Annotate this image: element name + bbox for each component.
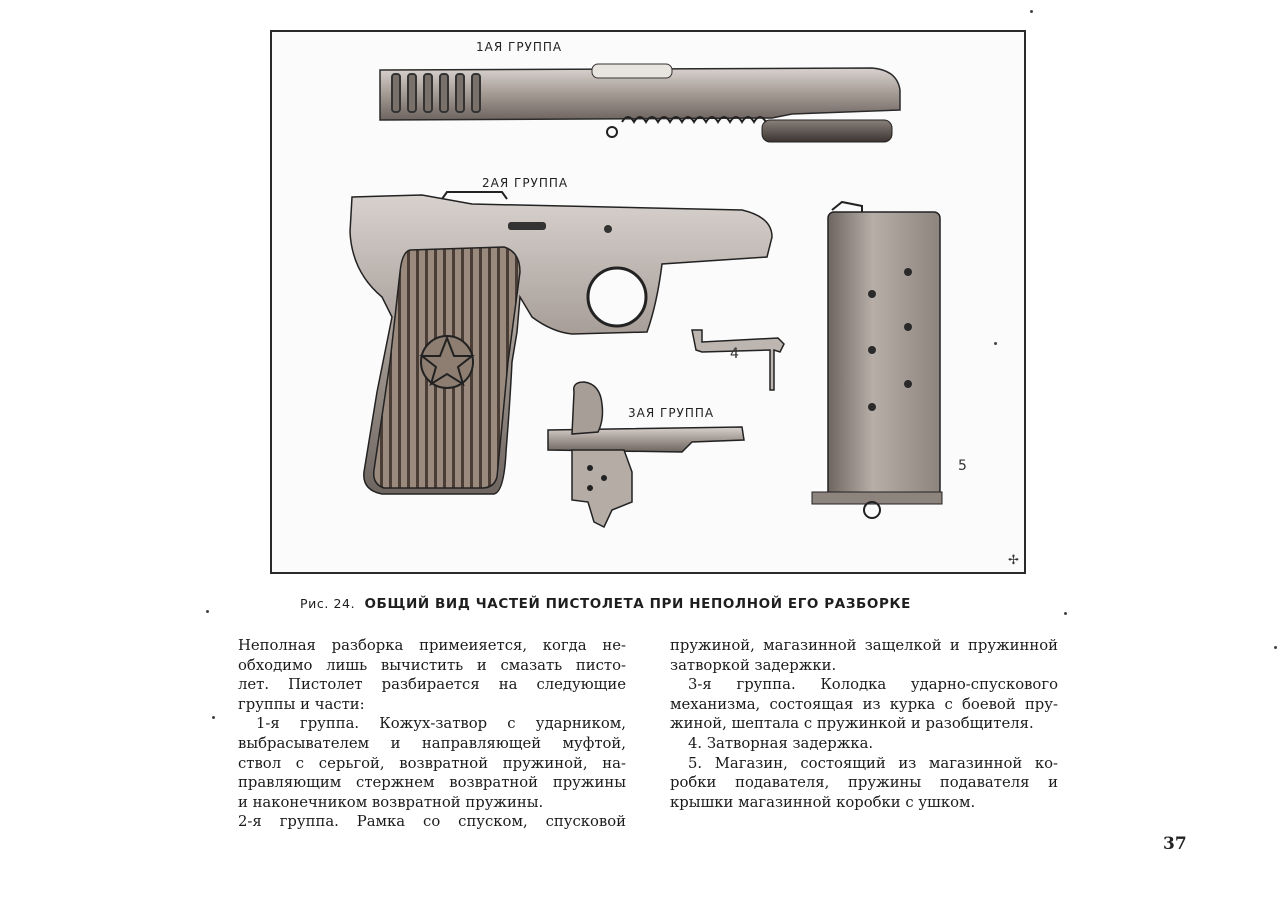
text-line: 4. Затворная задержка. [688, 734, 874, 752]
group-2-label: 2АЯ ГРУППА [482, 176, 569, 190]
scan-speck [212, 716, 215, 719]
text-line: 2-я группа. Рамка со спуском, спусковой [238, 813, 626, 831]
text-line: 3-я группа. Колодка ударно-спускового [688, 676, 1058, 694]
text-line: 5. Магазин, состоящий из магазинной ко- [688, 754, 1058, 772]
scan-speck [1064, 612, 1067, 615]
magazine-part-5 [812, 202, 942, 518]
text-line: обходимо лишь вычистить и смазать писто- [238, 656, 626, 674]
slide-group-1 [380, 64, 900, 142]
group-3-label: 3АЯ ГРУППА [628, 406, 715, 420]
text-column-right [670, 636, 1058, 812]
text-column-left [238, 636, 626, 832]
scan-speck [994, 342, 997, 345]
text-line: затворкой задержки. [670, 656, 837, 674]
pistol-parts-drawing [272, 32, 1024, 572]
text-line: и наконечником возвратной пружины. [238, 793, 544, 811]
scan-speck [206, 610, 209, 613]
figure-illustration [270, 30, 1026, 574]
text-line: Неполная разборка примеияется, когда не- [238, 637, 626, 654]
text-line: правляющим стержнем возвратной пружины [238, 774, 626, 792]
text-line: 1-я группа. Кожух-затвор с ударником, [256, 715, 626, 733]
part-5-number: 5 [958, 458, 967, 474]
hammer-group-3 [548, 382, 744, 527]
svg-text:✢: ✢ [1008, 553, 1019, 568]
page-number: 37 [1163, 834, 1187, 854]
text-line: ствол с серьгой, возвратной пружиной, на- [238, 754, 626, 772]
caption-prefix: Рис. 24. [300, 596, 356, 611]
text-line: лет. Пистолет разбирается на следующие [238, 676, 626, 694]
text-line: жиной, шептала с пружинкой и разобщителя. [670, 715, 1034, 733]
text-line: крышки магазинной коробки с ушком. [670, 793, 976, 811]
scan-speck [1274, 646, 1277, 649]
caption-title: ОБЩИЙ ВИД ЧАСТЕЙ ПИСТОЛЕТА ПРИ НЕПОЛНОЙ ЕГО РАЗБОРКЕ [364, 596, 911, 612]
group-1-label: 1АЯ ГРУППА [476, 40, 563, 54]
text-line: робки подавателя, пружины подавателя и [670, 774, 1058, 792]
text-line: группы и части: [238, 695, 365, 713]
figure-caption [300, 596, 1000, 612]
text-line: механизма, состоящая из курка с боевой пру- [670, 695, 1058, 713]
scan-speck [1030, 10, 1033, 13]
text-line: пружиной, магазинной защелкой и пружинной [670, 637, 1058, 654]
text-line: выбрасывателем и направляющей муфтой, [238, 734, 626, 752]
part-4-number: 4 [730, 346, 739, 362]
